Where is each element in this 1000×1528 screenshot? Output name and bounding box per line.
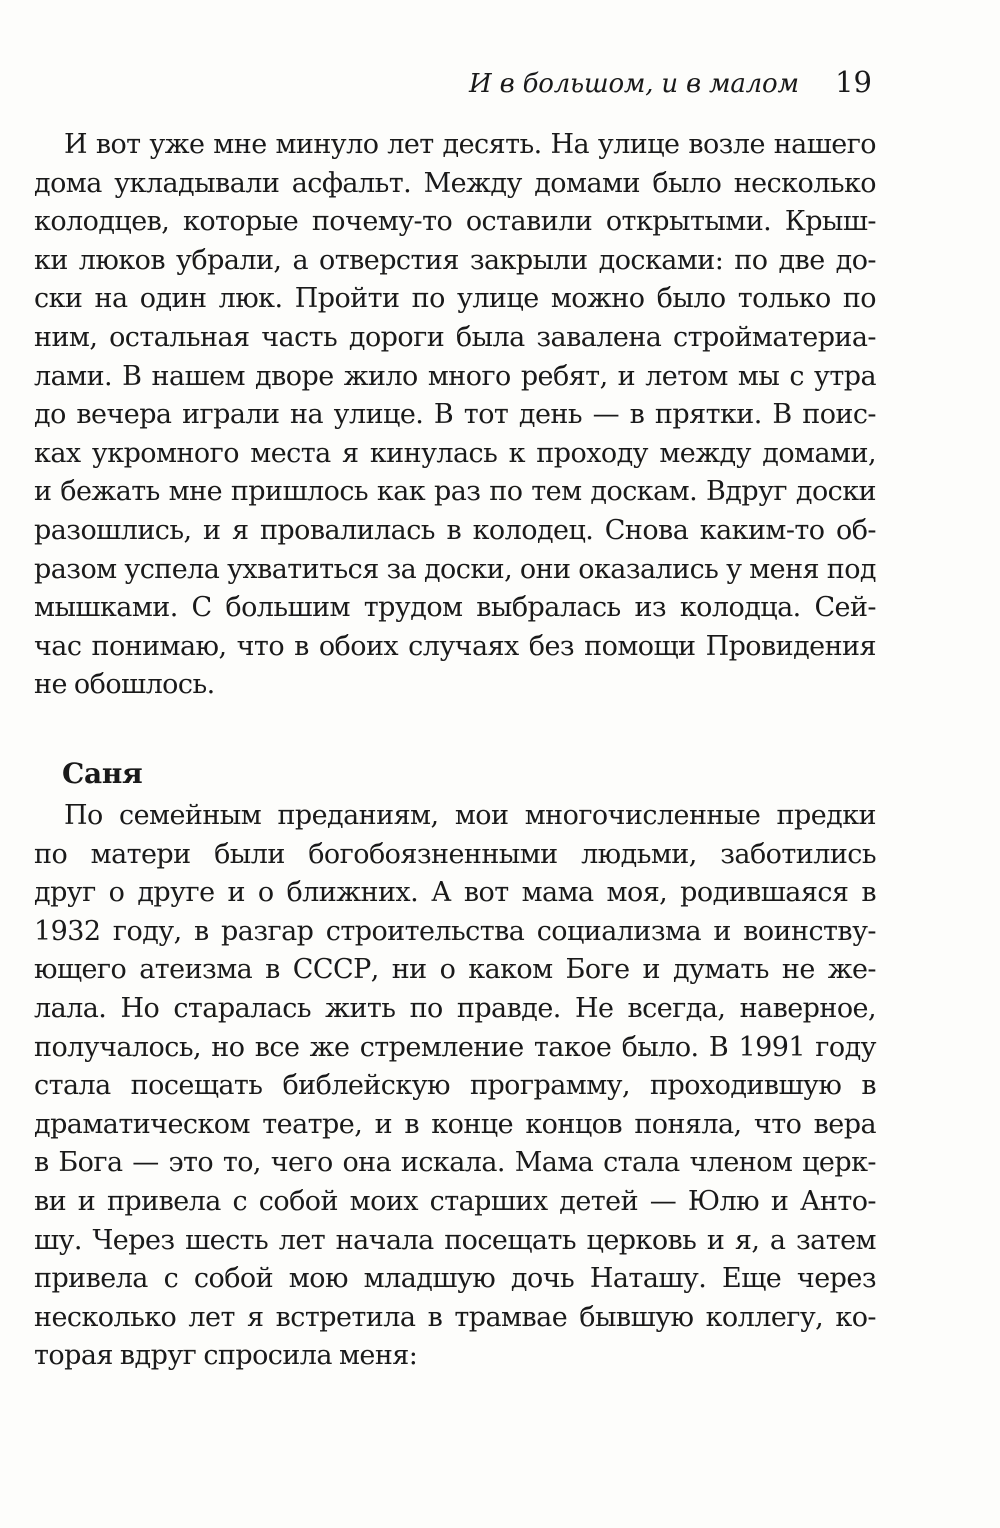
page-number: 19: [835, 65, 872, 99]
text-line: стала посещать библейскую программу, проходившую в: [34, 1070, 876, 1102]
text-line: разом успела ухватиться за доски, они оказались у меня под: [34, 553, 876, 585]
running-header: [469, 62, 872, 104]
text-line: ки люков убрали, а отверстия закрыли досками: по две до-: [34, 244, 876, 276]
text-line: до вечера играли на улице. В тот день — в прятки. В поис-: [34, 399, 876, 431]
text-line: по матери были богобоязненными людьми, заботились: [34, 838, 876, 870]
text-line: лами. В нашем дворе жило много ребят, и летом мы с утра: [34, 360, 876, 392]
text-line: несколько лет я встретила в трамвае бывшую коллегу, ко-: [34, 1301, 876, 1333]
paragraph-wells: [34, 126, 876, 705]
text-line: ним, остальная часть дороги была завалена стройматериа-: [34, 321, 876, 353]
text-line: получалось, но все же стремление такое было. В 1991 году: [34, 1031, 876, 1063]
text-line: лала. Но старалась жить по правде. Не всегда, наверное,: [34, 992, 876, 1024]
text-line: друг о друге и о ближних. А вот мама моя, родившаяся в: [34, 877, 876, 909]
text-line: мышками. С большим трудом выбралась из колодца. Сей-: [34, 592, 876, 624]
text-line: разошлись, и я провалилась в колодец. Снова каким-то об-: [34, 514, 876, 546]
text-line: торая вдруг спросила меня:: [34, 1340, 418, 1372]
paragraph-sanya: [34, 797, 876, 1376]
text-line: 1932 году, в разгар строительства социализма и воинству-: [34, 915, 876, 947]
section-heading: Саня: [62, 757, 143, 790]
text-line: и бежать мне пришлось как раз по тем доскам. Вдруг доски: [34, 476, 876, 508]
text-line: час понимаю, что в обоих случаях без помощи Провидения: [34, 630, 876, 662]
running-title: И в большом, и в малом: [469, 69, 799, 99]
text-line: шу. Через шесть лет начала посещать церковь и я, а затем: [34, 1224, 876, 1256]
text-line: ски на один люк. Пройти по улице можно было только по: [34, 283, 876, 315]
text-line: привела с собой мою младшую дочь Наташу. Еще через: [34, 1263, 876, 1295]
text-line: ви и привела с собой моих старших детей — Юлю и Анто-: [34, 1185, 876, 1217]
text-line: колодцев, которые почему-то оставили открытыми. Крыш-: [34, 206, 876, 238]
text-line: в Бога — это то, чего она искала. Мама стала членом церк-: [34, 1147, 876, 1179]
text-line: ках укромного места я кинулась к проходу между домами,: [34, 437, 876, 469]
text-line: дома укладывали асфальт. Между домами было несколько: [34, 167, 876, 199]
text-line: не обошлось.: [34, 669, 215, 701]
text-line: И вот уже мне минуло лет десять. На улице возле нашего: [64, 129, 876, 160]
text-line: драматическом театре, и в конце концов поняла, что вера: [34, 1108, 876, 1140]
text-line: По семейным преданиям, мои многочисленные предки: [64, 800, 876, 831]
text-line: ющего атеизма в СССР, ни о каком Боге и думать не же-: [34, 954, 876, 986]
